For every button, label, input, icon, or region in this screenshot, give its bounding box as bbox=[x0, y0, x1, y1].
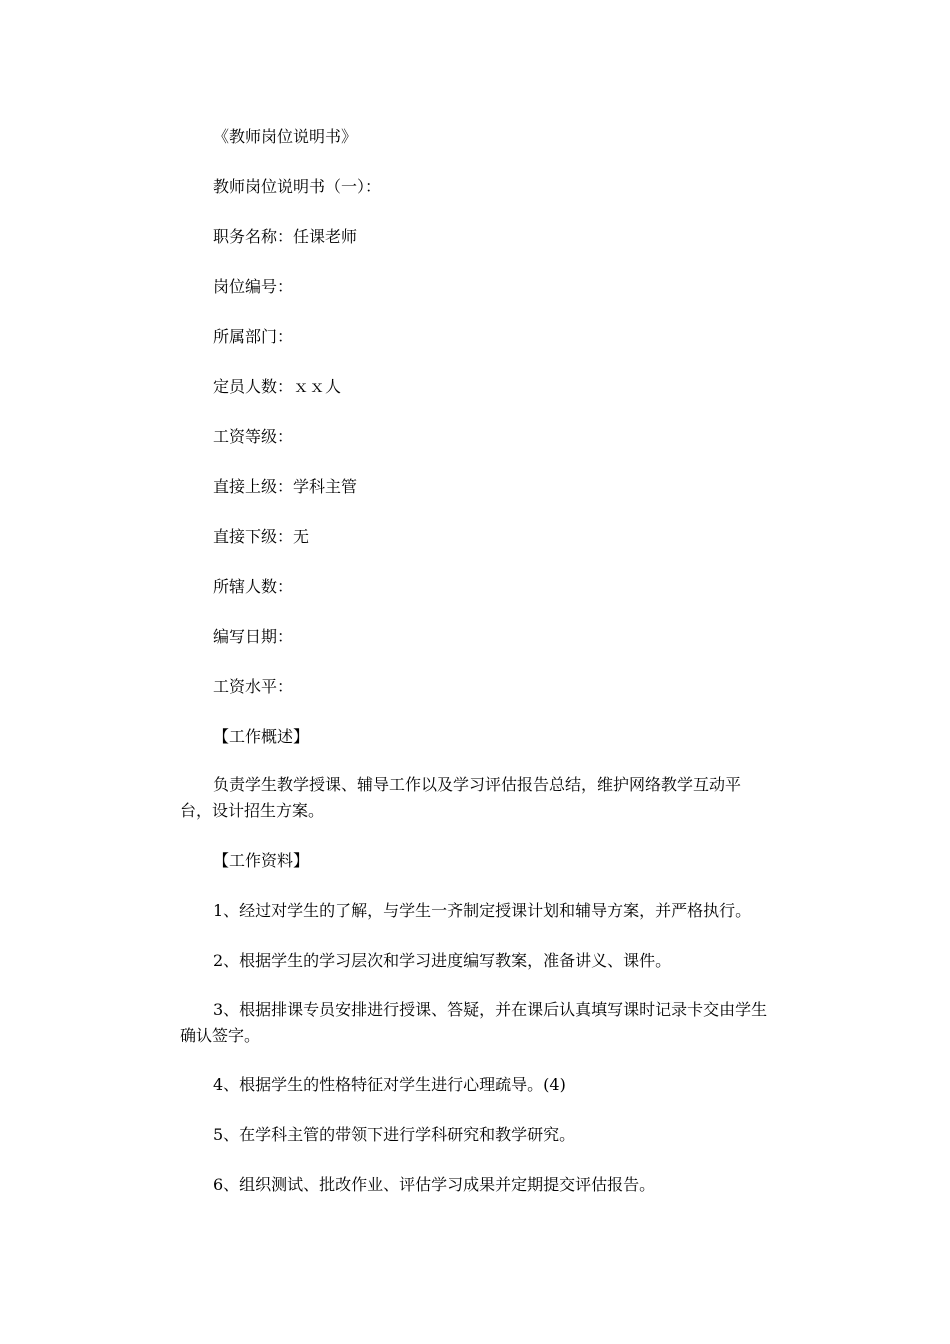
content-heading: 【工作资料】 bbox=[213, 851, 310, 870]
content-item-2: 2、根据学生的学习层次和学习进度编写教案，准备讲义、课件。 bbox=[213, 951, 672, 970]
field-job-title: 职务名称：任课老师 bbox=[213, 227, 358, 246]
field-position-number: 岗位编号： bbox=[213, 277, 294, 296]
field-managed-count: 所辖人数： bbox=[213, 577, 294, 596]
content-item-1: 1、经过对学生的了解，与学生一齐制定授课计划和辅导方案，并严格执行。 bbox=[213, 901, 752, 920]
field-department: 所属部门： bbox=[213, 327, 294, 346]
document-subtitle: 教师岗位说明书（一）： bbox=[213, 177, 382, 196]
overview-heading: 【工作概述】 bbox=[213, 727, 310, 746]
field-direct-subordinate: 直接下级：无 bbox=[213, 527, 310, 546]
content-item-6: 6、组织测试、批改作业、评估学习成果并定期提交评估报告。 bbox=[213, 1175, 656, 1194]
field-salary-grade: 工资等级： bbox=[213, 427, 294, 446]
field-salary-level: 工资水平： bbox=[213, 677, 294, 696]
content-item-3: 3、根据排课专员安排进行授课、答疑，并在课后认真填写课时记录卡交由学生确认签字。 bbox=[180, 1000, 768, 1045]
content-item-4: 4、根据学生的性格特征对学生进行心理疏导。(4) bbox=[213, 1075, 566, 1094]
content-item-5: 5、在学科主管的带领下进行学科研究和教学研究。 bbox=[213, 1125, 576, 1144]
field-written-date: 编写日期： bbox=[213, 627, 294, 646]
document-title: 《教师岗位说明书》 bbox=[213, 127, 358, 146]
overview-text: 负责学生教学授课、辅导工作以及学习评估报告总结，维护网络教学互动平台，设计招生方案。 bbox=[180, 775, 742, 820]
field-headcount: 定员人数：ｘｘ人 bbox=[213, 377, 342, 396]
field-direct-superior: 直接上级：学科主管 bbox=[213, 477, 358, 496]
